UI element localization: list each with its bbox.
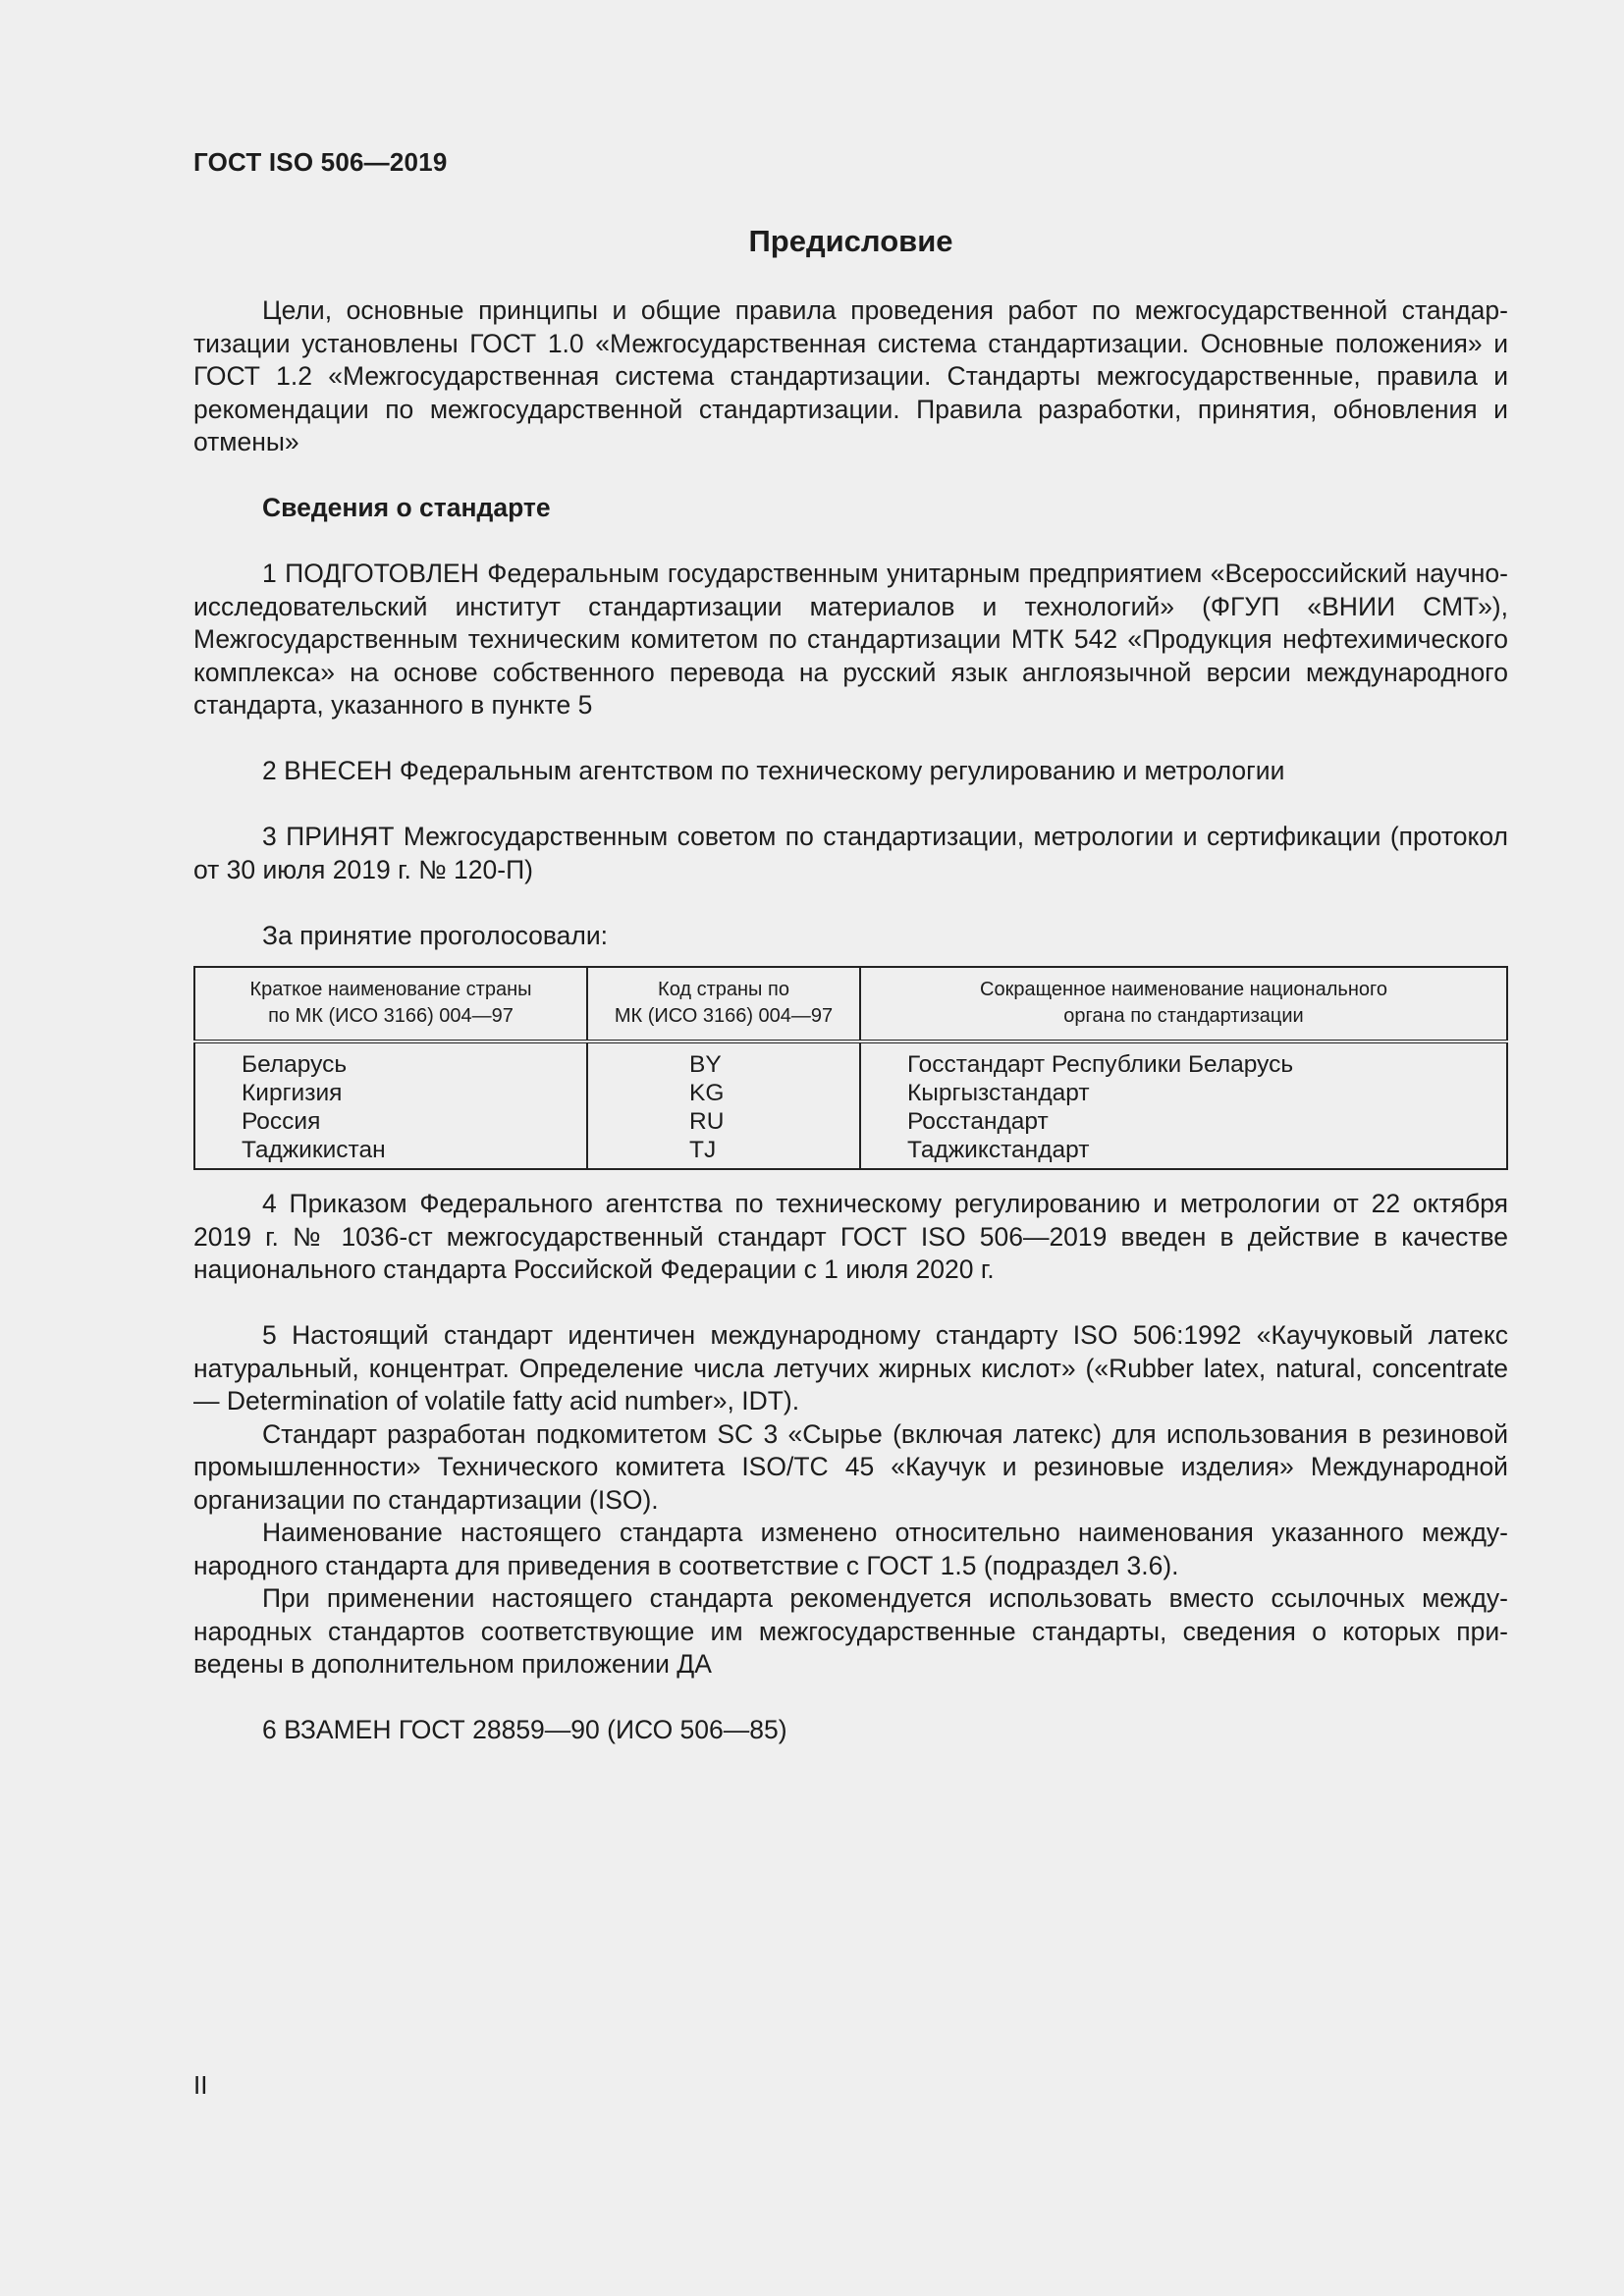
table-cell: Кыргызстандарт: [907, 1080, 1090, 1106]
item-2-paragraph: 2 ВНЕСЕН Федеральным агентством по техническому регулированию и метрологии: [262, 756, 1285, 785]
table-cell: BY: [689, 1051, 722, 1078]
preface-body: [193, 294, 1508, 1747]
country-name-header: Краткое наименование страны по МК (ИСО 3166) 004—97: [194, 967, 587, 1041]
item-5-subcommittee-paragraph: Стандарт разработан подкомитетом SC 3 «Сырье (включая латекс) для использования в резиновой промышленности» Технического комитета ISO/TC 45 «Каучук и резиновые изделия» Международной организации по стандартизации (ISO).: [193, 1418, 1508, 1515]
item-5-paragraph: 5 Настоящий стандарт идентичен международному стандарту ISO 506:1992 «Каучуковый латекс натуральный, концентрат. Определение числа летучих жирных кислот» («Rubber latex, natural, concentrate — Determination of volatile fatty acid number», IDT).: [193, 1320, 1508, 1415]
item-1-paragraph: 1 ПОДГОТОВЛЕН Федеральным государственным унитарным предприятием «Всероссийский научно-исследовательский институт стандартизации материалов и технологий» (ФГУП «ВНИИ СМТ»), Межгосударственным техническим комитетом по стандартизации МТК 542 «Продукция нефтехимического комплекса» на основе собственного перевода на русский язык англоязычной версии международного стандарта, указанного в пункте 5: [193, 559, 1508, 720]
country-code-header: Код страны по МК (ИСО 3166) 004—97: [587, 967, 860, 1041]
table-cell: KG: [689, 1080, 725, 1106]
table-cell: Росстандарт: [907, 1108, 1049, 1135]
intro-paragraph: Цели, основные принципы и общие правила проведения работ по межгосударственной стандартизации установлены ГОСТ 1.0 «Межгосударственная система стандартизации. Основные положения» и ГОСТ 1.2 «Межгосударственная система стандартизации. Стандарты межгосударственные, правила и рекомендации по межгосударственной стандартизации. Правила разработки, принятия, обновления и отмены»: [193, 295, 1508, 456]
national-body-header: Сокращенное наименование национального органа по стандартизации: [860, 967, 1507, 1041]
table-cell: TJ: [689, 1137, 717, 1163]
item-5-name-change-paragraph: Наименование настоящего стандарта изменено относительно наименования указанного международного стандарта для приведения в соответствие с ГОСТ 1.5 (подраздел 3.6).: [193, 1518, 1508, 1580]
item-4-paragraph: 4 Приказом Федерального агентства по техническому регулированию и метрологии от 22 октября 2019 г. № 1036-ст межгосударственный стандарт ГОСТ ISO 506—2019 введен в действие в качестве национального стандарта Российской Федерации с 1 июля 2020 г.: [193, 1189, 1508, 1284]
item-3-paragraph: 3 ПРИНЯТ Межгосударственным советом по стандартизации, метрологии и сертификации (протокол от 30 июля 2019 г. № 120-П): [193, 822, 1508, 884]
table-cell: RU: [689, 1108, 725, 1135]
standard-info-subheading: Сведения о стандарте: [262, 493, 551, 522]
voting-countries-table: [193, 966, 1508, 1170]
item-6-paragraph: 6 ВЗАМЕН ГОСТ 28859—90 (ИСО 506—85): [262, 1715, 787, 1744]
table-cell: Беларусь: [242, 1051, 348, 1078]
table-cell: Россия: [242, 1108, 321, 1135]
table-row: [194, 1041, 1507, 1169]
item-5-references-paragraph: При применении настоящего стандарта рекомендуется использовать вместо ссылочных международных стандартов соответствующие им межгосударственные стандарты, сведения о которых приведены в дополнительном приложении ДА: [193, 1583, 1508, 1679]
table-header-row: [194, 967, 1507, 1041]
country-names-cell: [194, 1041, 587, 1169]
table-cell: Таджикстандарт: [907, 1137, 1090, 1163]
table-cell: Киргизия: [242, 1080, 343, 1106]
country-codes-cell: [587, 1041, 860, 1169]
section-heading: Предисловие: [748, 224, 953, 258]
document-code-header: ГОСТ ISO 506—2019: [193, 147, 448, 177]
national-bodies-cell: [860, 1041, 1507, 1169]
table-cell: Госстандарт Республики Беларусь: [907, 1051, 1294, 1078]
vote-intro-text: За принятие проголосовали:: [262, 920, 609, 950]
page-number: II: [193, 2070, 208, 2100]
table-cell: Таджикистан: [242, 1137, 386, 1163]
